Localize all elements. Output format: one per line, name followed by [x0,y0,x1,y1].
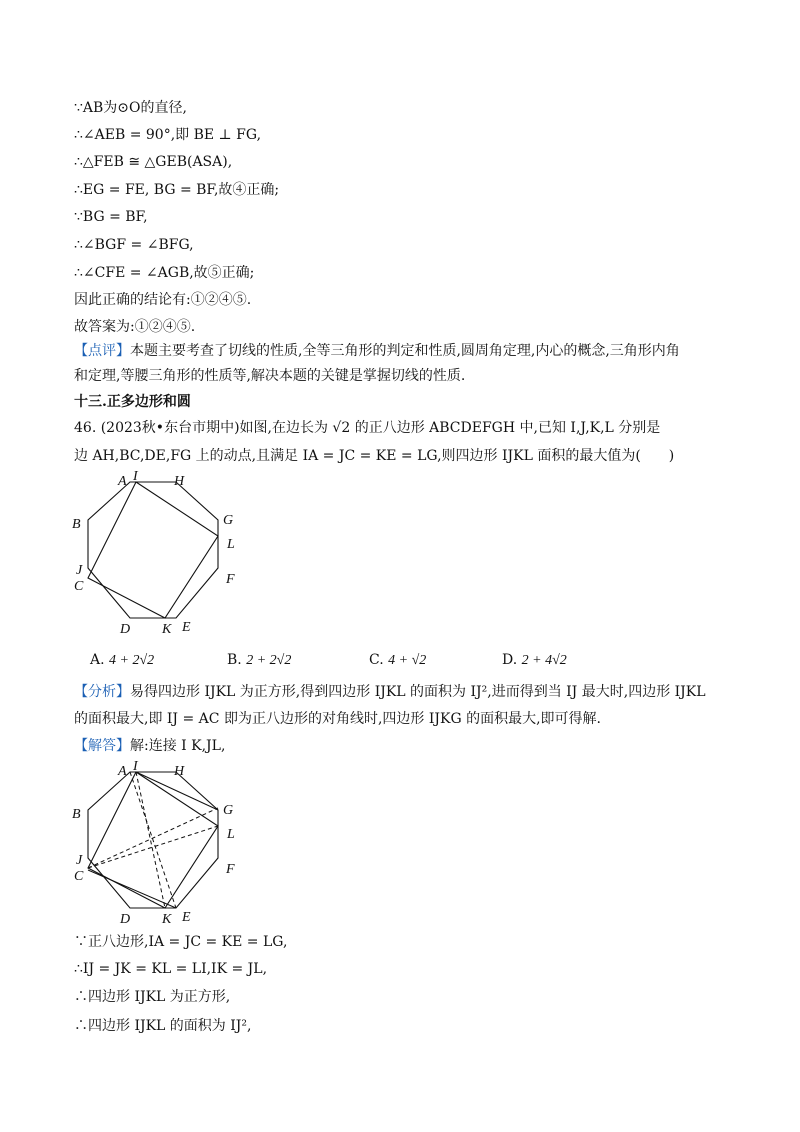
label-I: I [133,469,138,484]
segment-ae [130,772,176,908]
option-b[interactable]: B. 2 + 2√2 [227,652,292,668]
label-C: C [74,579,84,594]
review-line-1 [74,341,680,361]
solution-line: ∴四边形 IJKL 为正方形, [74,989,231,1005]
proof-line: ∴△FEB ≅ △GEB(ASA), [74,154,233,170]
label-B: B [72,517,81,532]
segment-ik [136,772,165,908]
analysis-tag: 【分析】 [74,684,130,700]
segment-ce [88,870,176,908]
segment-jl [88,826,218,868]
octagon [88,482,218,618]
solution-tag: 【解答】 [74,738,130,754]
review-tag: 【点评】 [74,343,130,359]
label-J: J [76,853,83,868]
label-F: F [226,862,235,877]
section-heading: 十三.正多边形和圆 [74,394,191,410]
label-H: H [174,764,185,779]
octagon-solution-figure [66,758,266,928]
label-B: B [72,807,81,822]
label-H: H [174,474,185,489]
label-I: I [133,759,138,774]
solution-line: ∴四边形 IJKL 的面积为 IJ², [74,1018,252,1034]
label-L: L [227,537,235,552]
proof-line: ∵BG = BF, [74,209,148,225]
label-K: K [162,622,172,637]
option-a[interactable]: A. 4 + 2√2 [90,652,155,668]
label-D: D [120,912,131,927]
label-C: C [74,869,84,884]
label-E: E [182,620,191,635]
review-line-2: 和定理,等腰三角形的性质等,解决本题的关键是掌握切线的性质. [74,368,466,384]
problem-line-1: 46. (2023秋•东台市期中)如图,在边长为 √2 的正八边形 ABCDEFGH 中,已知 I,J,K,L 分别是 [74,420,661,436]
label-A: A [118,764,127,779]
proof-line: ∴∠BGF = ∠BFG, [74,237,194,253]
segment-cg [88,808,218,868]
proof-line: ∵AB为⊙O的直径, [74,100,187,116]
proof-line: ∴EG = FE, BG = BF,故④正确; [74,182,280,198]
analysis-line-1 [74,682,706,702]
analysis-line-2: 的面积最大,即 IJ = AC 即为正八边形的对角线时,四边形 IJKG 的面积最大,即可得解. [74,711,601,727]
label-J: J [76,563,83,578]
option-c[interactable]: C. 4 + √2 [369,652,427,668]
analysis-text-1: 易得四边形 IJKL 为正方形,得到四边形 IJKL 的面积为 IJ²,进而得到当 IJ 最大时,四边形 IJKL [130,684,706,700]
proof-line: ∴∠CFE = ∠AGB,故⑤正确; [74,265,255,281]
proof-line: 故答案为:①②④⑤. [74,319,196,335]
option-d[interactable]: D. 2 + 4√2 [502,652,567,668]
solution-line: ∵正八边形,IA = JC = KE = LG, [74,934,288,950]
label-G: G [223,513,234,528]
problem-line-2: 边 AH,BC,DE,FG 上的动点,且满足 IA = JC = KE = LG,则四边形 IJKL 面积的最大值为( ) [74,448,675,464]
label-G: G [223,803,234,818]
solution-intro-text: 解:连接 I K,JL, [130,738,226,754]
label-A: A [118,474,127,489]
solution-intro [74,736,225,756]
solution-line: ∴IJ = JK = KL = LI,IK = JL, [74,961,268,977]
octagon-figure [66,468,266,638]
label-L: L [227,827,235,842]
proof-line: ∴∠AEB = 90°,即 BE ⊥ FG, [74,127,262,143]
label-E: E [182,910,191,925]
label-D: D [120,622,131,637]
proof-line: 因此正确的结论有:①②④⑤. [74,292,252,308]
label-K: K [162,912,172,927]
label-F: F [226,572,235,587]
review-text-1: 本题主要考查了切线的性质,全等三角形的判定和性质,圆周角定理,内心的概念,三角形内角 [130,343,680,359]
